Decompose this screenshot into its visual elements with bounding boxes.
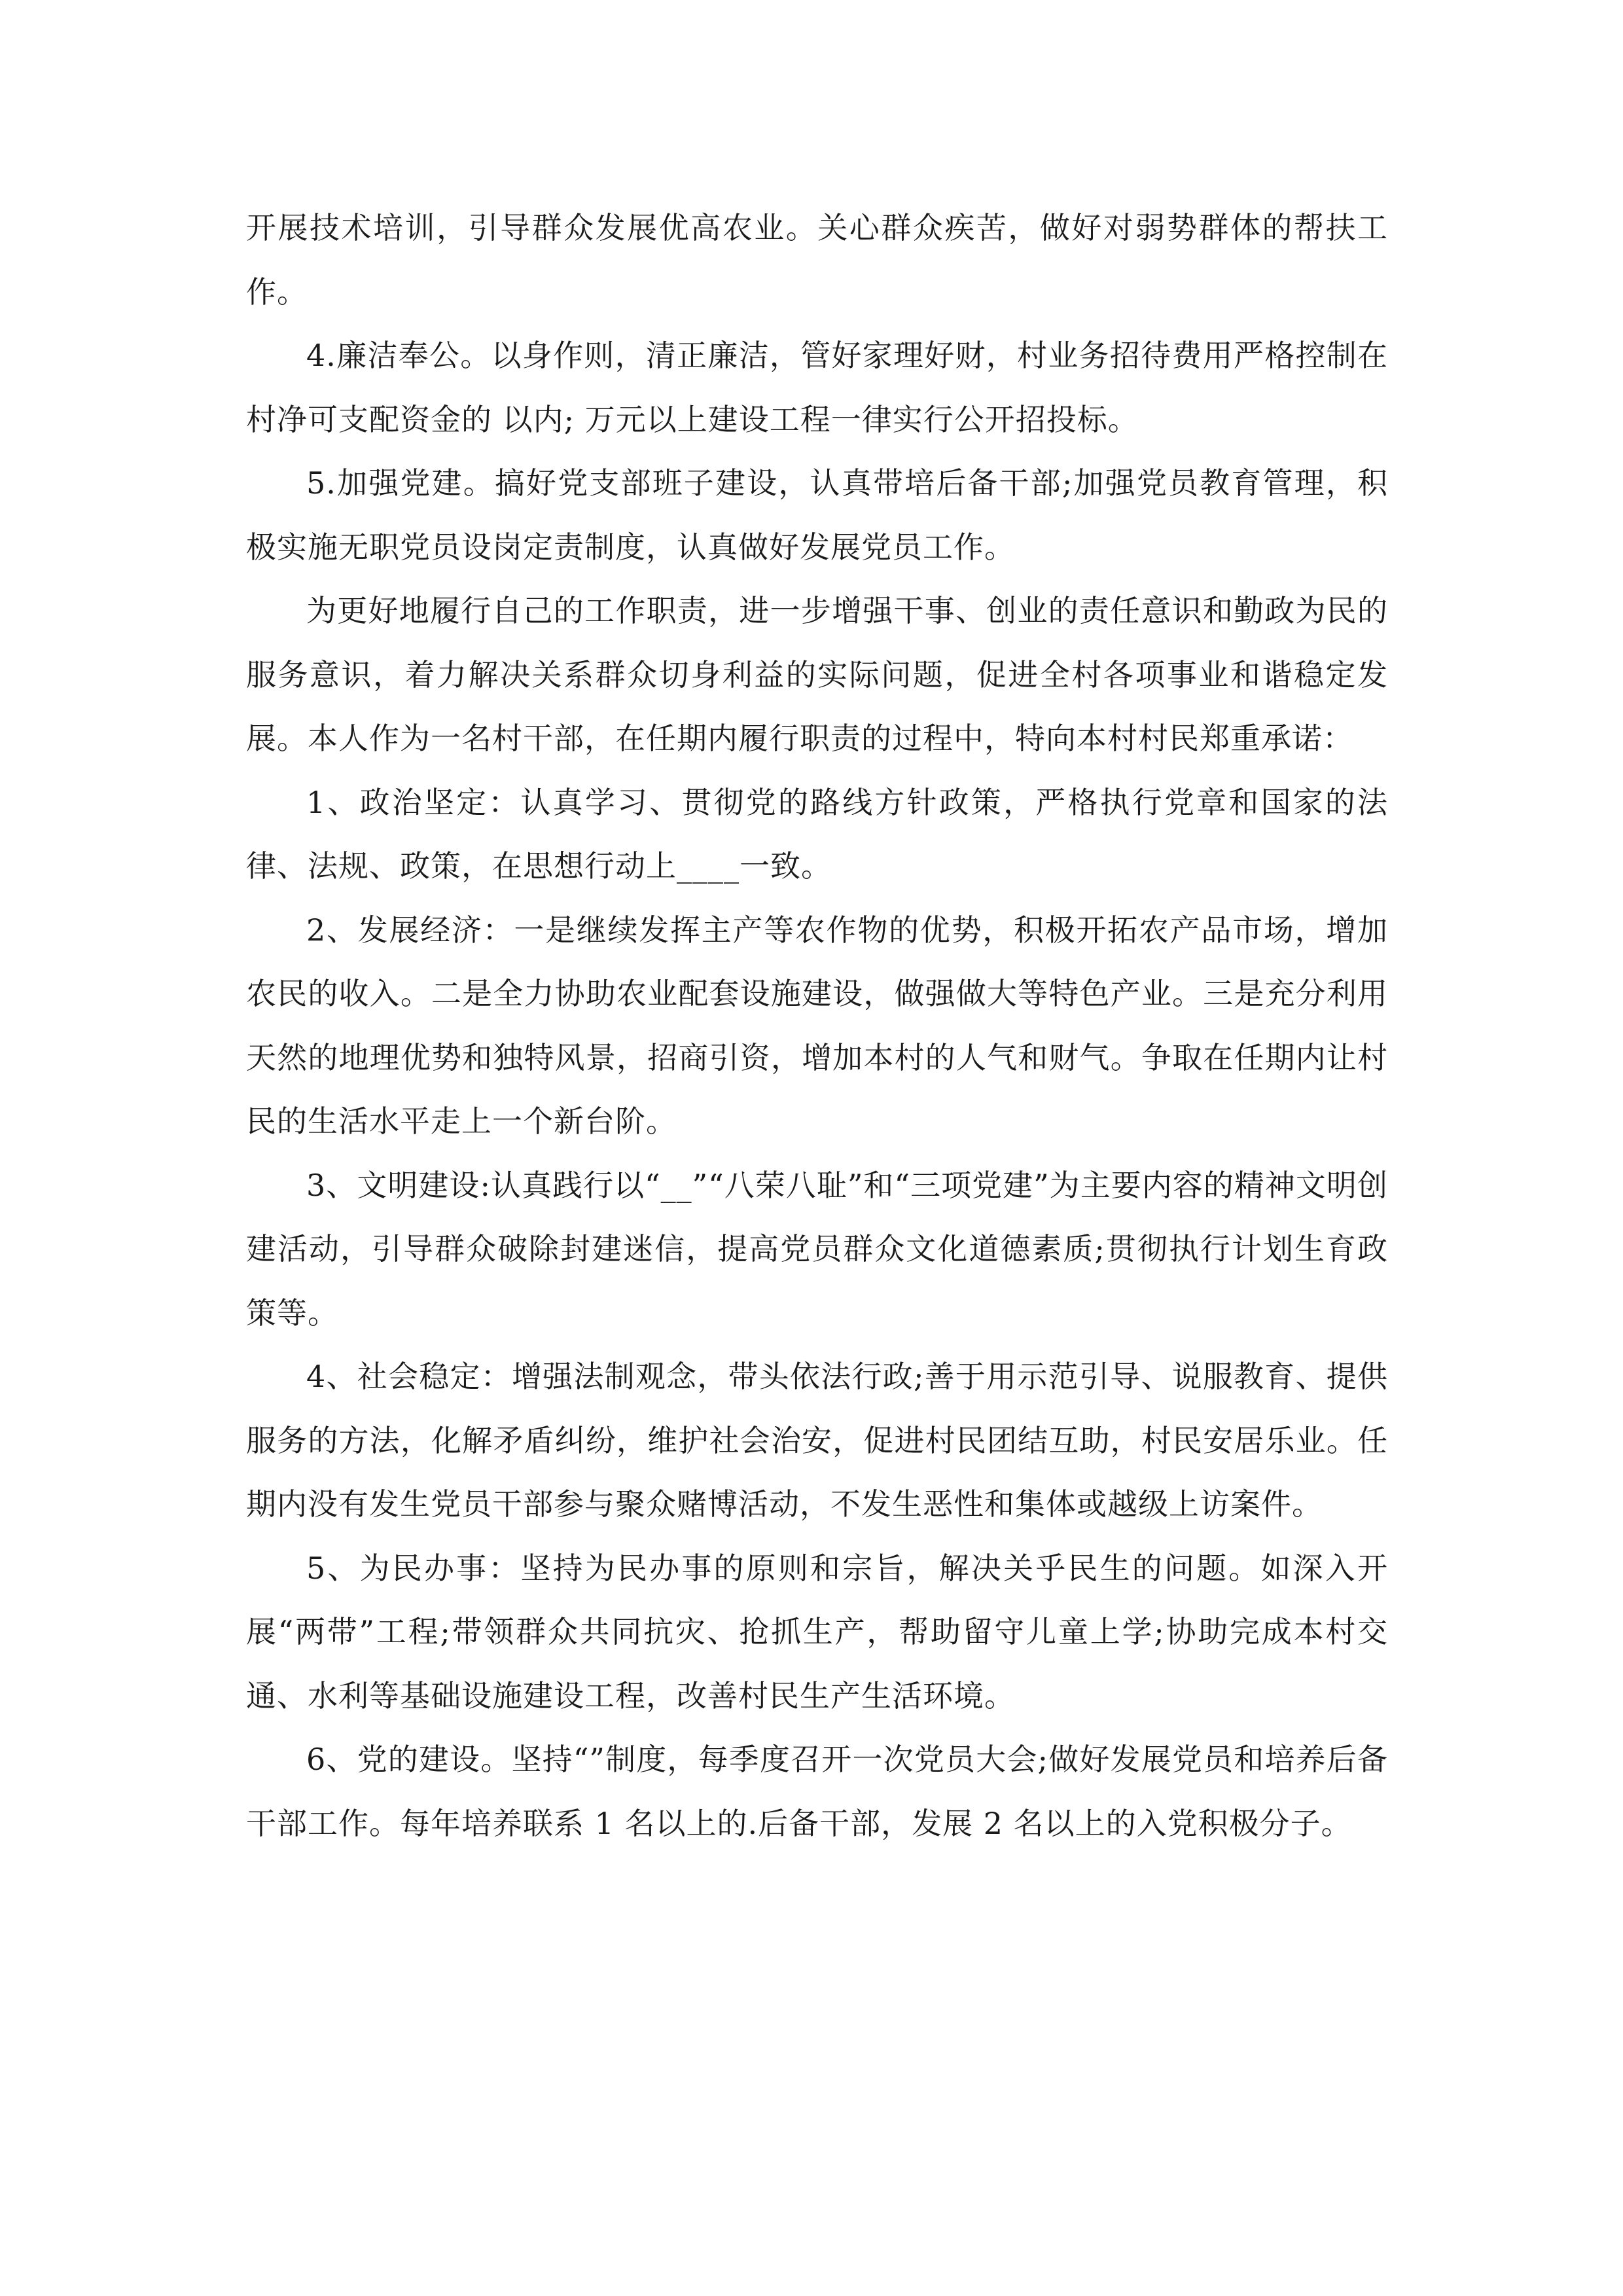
paragraph-10: 6、党的建设。坚持“”制度，每季度召开一次党员大会;做好发展党员和培养后备干部工作。每年培养联系 1 名以上的.后备干部，发展 2 名以上的入党积极分子。 (246, 1742, 1388, 1841)
paragraph-9: 5、为民办事：坚持为民办事的原则和宗旨，解决关乎民生的问题。如深入开展“两带”工程;带领群众共同抗灾、抢抓生产，帮助留守儿童上学;协助完成本村交通、水利等基础设施建设工程，改善村民生产生活环境。 (246, 1550, 1388, 1713)
paragraph-8: 4、社会稳定：增强法制观念，带头依法行政;善于用示范引导、说服教育、提供服务的方法，化解矛盾纠纷，维护社会治安，促进村民团结互助，村民安居乐业。任期内没有发生党员干部参与聚众赌博活动，不发生恶性和集体或越级上访案件。 (246, 1359, 1388, 1522)
paragraph-3: 5.加强党建。搞好党支部班子建设，认真带培后备干部;加强党员教育管理，积极实施无职党员设岗定责制度，认真做好发展党员工作。 (246, 465, 1388, 565)
paragraph-2: 4.廉洁奉公。以身作则，清正廉洁，管好家理好财，村业务招待费用严格控制在村净可支配资金的 以内; 万元以上建设工程一律实行公开招投标。 (246, 338, 1388, 437)
document-body (246, 196, 1388, 1856)
paragraph-7: 3、文明建设:认真践行以“__”“八荣八耻”和“三项党建”为主要内容的精神文明创建活动，引导群众破除封建迷信，提高党员群众文化道德素质;贯彻执行计划生育政策等。 (246, 1167, 1388, 1331)
paragraph-6: 2、发展经济：一是继续发挥主产等农作物的优势，积极开拓农产品市场，增加农民的收入。二是全力协助农业配套设施建设，做强做大等特色产业。三是充分利用天然的地理优势和独特风景，招商引资，增加本村的人气和财气。争取在任期内让村民的生活水平走上一个新台阶。 (246, 912, 1388, 1139)
paragraph-4: 为更好地履行自己的工作职责，进一步增强干事、创业的责任意识和勤政为民的服务意识，着力解决关系群众切身利益的实际问题，促进全村各项事业和谐稳定发展。本人作为一名村干部，在任期内履行职责的过程中，特向本村村民郑重承诺： (246, 593, 1388, 756)
paragraph-1: 开展技术培训，引导群众发展优高农业。关心群众疾苦，做好对弱势群体的帮扶工作。 (246, 210, 1388, 310)
paragraph-5: 1、政治坚定：认真学习、贯彻党的路线方针政策，严格执行党章和国家的法律、法规、政策，在思想行动上____一致。 (246, 784, 1388, 884)
